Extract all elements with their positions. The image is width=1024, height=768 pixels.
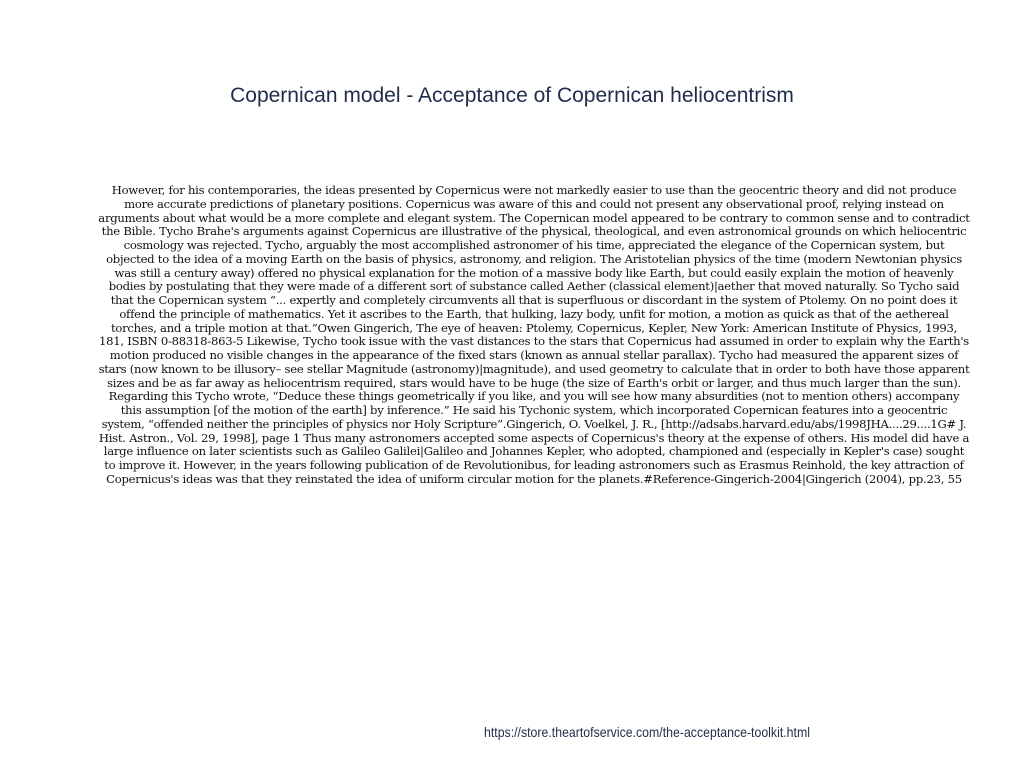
footer-store-link[interactable]: https://store.theartofservice.com/the-acceptance-toolkit.html (484, 724, 810, 740)
slide-title: Copernican model - Acceptance of Copernican heliocentrism (230, 84, 794, 107)
slide-body-text: However, for his contemporaries, the ideas presented by Copernicus were not markedly easier to use than the geocentric theory and did not produce more accurate predictions of planetary positions. Copernicus was aware of this and could not present any observational proof, relying instead on arguments about what would be a more complete and elegant system. The Copernican model appeared to be contrary to common sense and to contradict the Bible. Tycho Brahe's arguments against Copernicus are illustrative of the physical, theological, and even astronomical grounds on which heliocentric cosmology was rejected. Tycho, arguably the most accomplished astronomer of his time, appreciated the elegance of the Copernican system, but objected to the idea of a moving Earth on the basis of physics, astronomy, and religion. The Aristotelian physics of the time (modern Newtonian physics was still a century away) offered no physical explanation for the motion of a massive body like Earth, but could easily explain the motion of heavenly bodies by postulating that they were made of a different sort of substance called Aether (classical element)|aether that moved naturally. So Tycho said that the Copernican system “... expertly and completely circumvents all that is superfluous or discordant in the system of Ptolemy. On no point does it offend the principle of mathematics. Yet it ascribes to the Earth, that hulking, lazy body, unfit for motion, a motion as quick as that of the aethereal torches, and a triple motion at that.”Owen Gingerich, The eye of heaven: Ptolemy, Copernicus, Kepler, New York: American Institute of Physics, 1993, 181, ISBN 0-88318-863-5 Likewise, Tycho took issue with the vast distances to the stars that Copernicus had assumed in order to explain why the Earth's motion produced no visible changes in the appearance of the fixed stars (known as annual stellar parallax). Tycho had measured the apparent sizes of stars (now known to be illusory– see stellar Magnitude (astronomy)|magnitude), and used geometry to calculate that in order to both have those apparent sizes and be as far away as heliocentrism required, stars would have to be huge (the size of Earth's orbit or larger, and thus much larger than the sun). Regarding this Tycho wrote, “Deduce these things geometrically if you like, and you will see how many absurdities (not to mention others) accompany this assumption [of the motion of the earth] by inference.” He said his Tychonic system, which incorporated Copernican features into a geocentric system, “offended neither the principles of physics nor Holy Scripture”.Gingerich, O. Voelkel, J. R., [http://adsabs.harvard.edu/abs/1998JHA....29....1G# J. Hist. Astron., Vol. 29, 1998], page 1 Thus many astronomers accepted some aspects of Copernicus's theory at the expense of others. His model did have a large influence on later scientists such as Galileo Galilei|Galileo and Johannes Kepler, who adopted, championed and (especially in Kepler's case) sought to improve it. However, in the years following publication of de Revolutionibus, for leading astronomers such as Erasmus Reinhold, the key attraction of Copernicus's ideas was that they reinstated the idea of uniform circular motion for the planets.#Reference-Gingerich-2004|Gingerich (2004), pp.23, 55 (98, 183, 970, 486)
